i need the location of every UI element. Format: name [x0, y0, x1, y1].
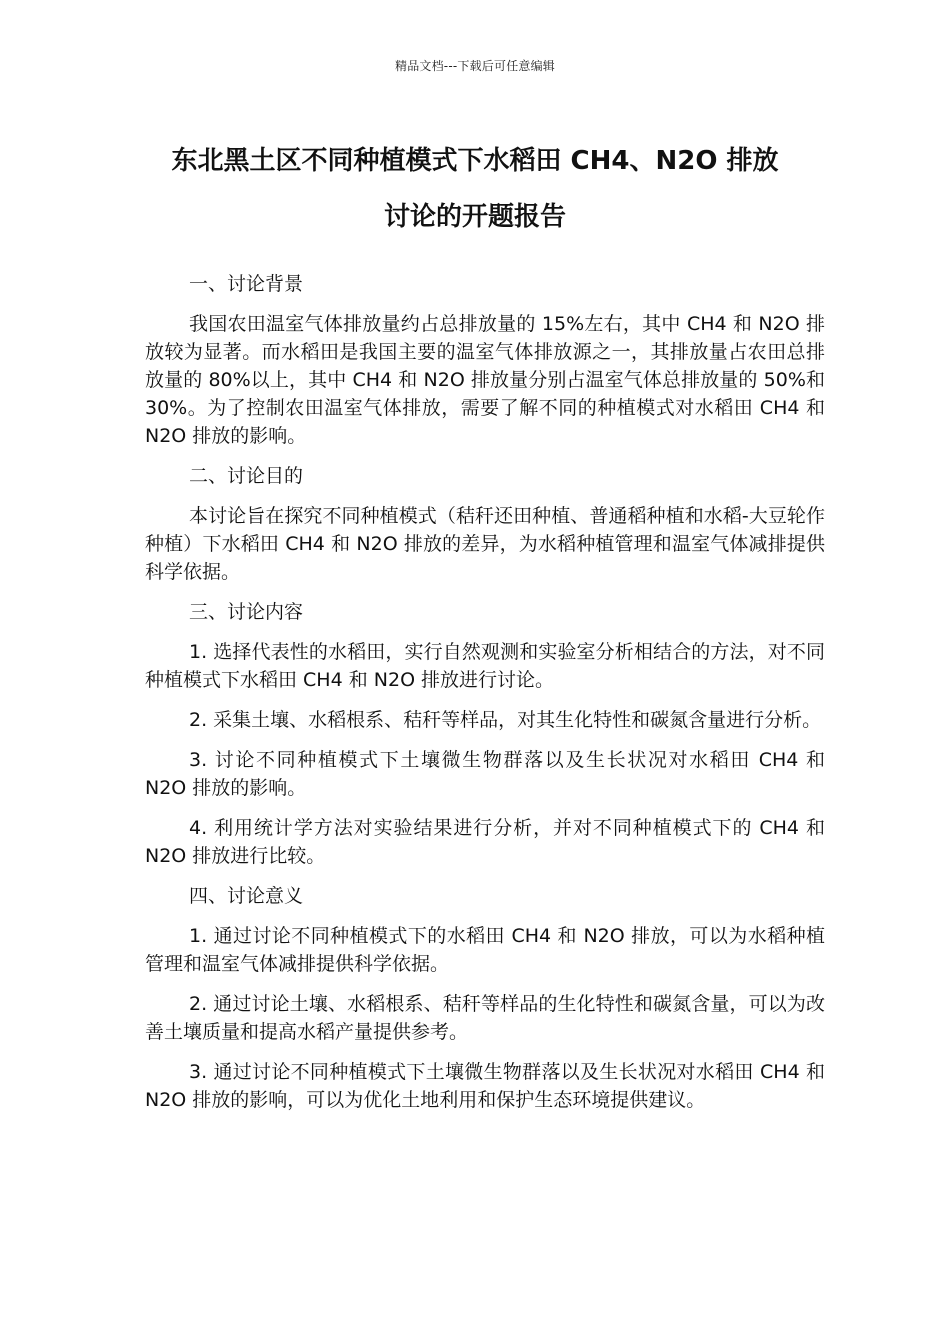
list-item: 2. 采集土壤、水稻根系、秸秆等样品，对其生化特性和碳氮含量进行分析。 [189, 709, 822, 731]
section-heading: 四、讨论意义 [189, 885, 304, 907]
document-body [145, 270, 825, 1126]
list-item: 1. 选择代表性的水稻田，实行自然观测和实验室分析相结合的方法，对不同种植模式下水稻田 CH4 和 N2O 排放进行讨论。 [145, 641, 825, 691]
page-header-note: 精品文档---下载后可任意编辑 [395, 59, 555, 73]
paragraph: 我国农田温室气体排放量约占总排放量的 15%左右，其中 CH4 和 N2O 排放较为显著。而水稻田是我国主要的温室气体排放源之一，其排放量占农田总排放量的 80%以上，其中 CH4 和 N2O 排放量分别占温室气体总排放量的 50%和 30%。为了控制农田温室气体排放，需要了解不同的种植模式对水稻田 CH4 和 N2O 排放的影响。 [145, 313, 825, 447]
document-title-line-1: 东北黑土区不同种植模式下水稻田 CH4、N2O 排放 [171, 146, 779, 176]
document-title-line-2: 讨论的开题报告 [383, 202, 566, 232]
section-background [145, 270, 825, 450]
section-content [145, 598, 825, 870]
section-objective [145, 462, 825, 586]
list-item: 1. 通过讨论不同种植模式下的水稻田 CH4 和 N2O 排放，可以为水稻种植管理和温室气体减排提供科学依据。 [145, 925, 825, 975]
section-heading: 二、讨论目的 [189, 465, 304, 487]
section-heading: 三、讨论内容 [189, 601, 304, 623]
section-heading: 一、讨论背景 [189, 273, 304, 295]
section-significance [145, 882, 825, 1114]
list-item: 4. 利用统计学方法对实验结果进行分析，并对不同种植模式下的 CH4 和 N2O 排放进行比较。 [145, 817, 825, 867]
list-item: 3. 讨论不同种植模式下土壤微生物群落以及生长状况对水稻田 CH4 和 N2O 排放的影响。 [145, 749, 825, 799]
paragraph: 本讨论旨在探究不同种植模式（秸秆还田种植、普通稻种植和水稻-大豆轮作种植）下水稻田 CH4 和 N2O 排放的差异，为水稻种植管理和温室气体减排提供科学依据。 [145, 505, 825, 583]
list-item: 3. 通过讨论不同种植模式下土壤微生物群落以及生长状况对水稻田 CH4 和 N2O 排放的影响，可以为优化土地利用和保护生态环境提供建议。 [145, 1061, 825, 1111]
list-item: 2. 通过讨论土壤、水稻根系、秸秆等样品的生化特性和碳氮含量，可以为改善土壤质量和提高水稻产量提供参考。 [145, 993, 825, 1043]
